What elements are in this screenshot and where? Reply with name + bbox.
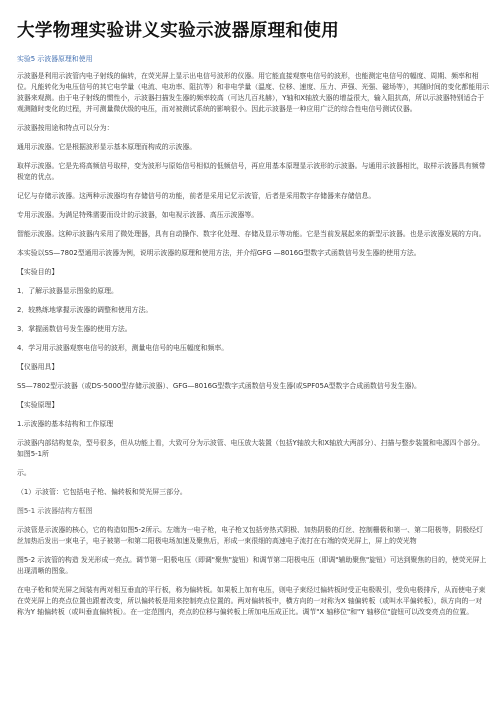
paragraph-experiment-intro: 本实验以SS—7802型通用示波器为例，说明示波器的原理和使用方法，并介绍GFG —8016G型数字式函数信号发生器的使用方法。: [17, 249, 421, 257]
objective-item-1: 1．了解示波器显示图象的原理。: [17, 287, 118, 295]
paragraph-structure: 示波器内部结构复杂，型号很多，但从功能上看，大致可分为示波管、电压放大装置（包括Y轴放大和X轴放大两部分）、扫描与整步装置和电源四个部分。如图5-1所: [17, 439, 485, 458]
figure-caption-5-1: 图5-1 示波器结构方框图: [17, 507, 93, 515]
paragraph-deflection: 在电子枪和荧光屏之间装有两对相互垂直的平行板，称为偏转板。如果板上加有电压，则电子束经过偏转板时受正电极吸引，受负电极排斥，从而使电子束在荧光屏上的亮点位置也跟着改变，所以偏转板是用来控制亮点位置的。两对偏转板中，横方向的一对称为X 轴偏转板（或叫水平偏转板），纵方向的一对称为Y 轴偏转板（或叫垂直偏转板）。在一定范围内，亮点的位移与偏转板上所加电压成正比。调节"X 轴移位"和"Y 轴移位"旋钮可以改变亮点的位置。: [17, 586, 486, 616]
heading-principles: 【实验原理】: [17, 401, 59, 409]
objective-item-2: 2．较熟练地掌握示波器的调整和使用方法。: [17, 306, 153, 314]
paragraph-storage-scope: 记忆与存储示波器。这两种示波器均有存储信号的功能，前者是采用记忆示波管，后者是采用数字存储器来存储信息。: [17, 192, 376, 200]
paragraph-special-scope: 专用示波器。为满足特殊需要而设计的示波器，如电视示波器、高压示波器等。: [17, 211, 259, 219]
heading-instruments: 【仪器用具】: [17, 363, 59, 371]
paragraph-sampling-scope: 取样示波器。它是先将高频信号取样，变为波形与原始信号相似的低频信号，再应用基本原理显示波形的示波器。与通用示波器相比，取样示波器具有频带极宽的优点。: [17, 162, 486, 181]
paragraph-structure-end: 示。: [17, 469, 31, 477]
paragraph-general-scope: 通用示波器。它是根据波形显示基本原理而构成的示波器。: [17, 143, 197, 151]
paragraph-intro: 示波器是利用示波管内电子射线的偏转，在荧光屏上显示出电信号波形的仪器。用它能直接观察电信号的波形，也能测定电信号的幅度、周期、频率和相位。凡能转化为电压信号的其它电学量（电流、电功率、阻抗等）和非电学量（温度、位移、速度、压力、声强、光强、磁场等），其随时间的变化都能用示波器来观测。由于电子射线的惯性小，示波器扫描发生器的频率较高（可达几百兆赫），Y轴和X轴放大器的增益很大，输入阻抗高，所以示波器特别适合于观测随时变化的过程，并可测量微伏级的电压，而对被测试系统的影响很小。因此示波器是一种应用广泛的综合性电信号测试仪器。: [17, 72, 489, 113]
objective-item-3: 3．掌握函数信号发生器的使用方法。: [17, 325, 132, 333]
document-body: [17, 54, 489, 618]
paragraph-tube-parts: （1）示波管：它包括电子枪、偏转板和荧光屏三部分。: [17, 488, 187, 496]
paragraph-classification: 示波器按用途和特点可以分为：: [17, 124, 114, 132]
subheading-structure: 1.示波器的基本结构和工作原理: [17, 420, 114, 428]
paragraph-smart-scope: 智能示波器。这种示波器内采用了微处理器，具有自动操作、数字化处理、存储及显示等功能。它是当前发展起来的新型示波器。也是示波器发展的方向。: [17, 230, 486, 238]
paragraph-focusing: 图5-2 示波管的构造 发光形成一亮点。调节第一阳极电压（即调"聚焦"旋钮）和调节第二阳极电压（即调"辅助聚焦"旋钮）可达到聚焦的目的，使荧光屏上出现清晰的图象。: [17, 556, 487, 575]
paragraph-electron-gun: 示波管是示波器的核心，它的构造如图5-2所示。左端为一电子枪，电子枪又包括旁热式阴极、加热阴极的灯丝、控制栅极和第一、第二阳极等，阴极经灯丝加热后发出一束电子，电子被第一和第二阳极电场加速及聚焦后，形成一束很细的高速电子流打在右端的荧光屏上，屏上的荧光物: [17, 526, 484, 545]
document-title: 大学物理实验讲义实验示波器原理和使用: [17, 21, 340, 41]
objective-item-4: 4．学习用示波器观察电信号的波形，测量电信号的电压幅度和频率。: [17, 344, 229, 352]
paragraph-instruments: SS—7802型示波器（或DS-5000型存储示波器）、GFG—8016G型数字式函数信号发生器(或SPF05A型数字合成函数信号发生器)。: [17, 382, 421, 390]
section-subtitle: 实验5 示波器原理和使用: [17, 55, 93, 63]
heading-objectives: 【实验目的】: [17, 268, 59, 276]
